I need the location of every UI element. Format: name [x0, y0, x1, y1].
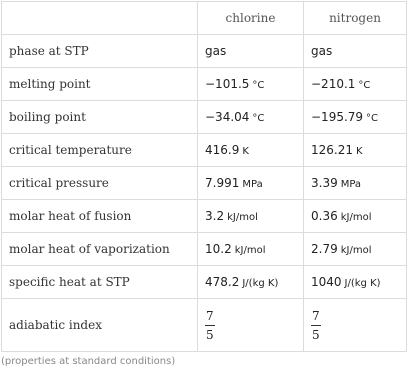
value-unit: °C	[252, 80, 265, 91]
chlorine-value	[198, 233, 304, 266]
table-row	[2, 35, 407, 68]
value-number: 1040	[311, 275, 342, 289]
value-number: 3.2	[205, 209, 225, 223]
nitrogen-value	[304, 35, 407, 68]
chlorine-value	[198, 266, 304, 299]
chlorine-value	[198, 68, 304, 101]
value-number: gas	[205, 44, 227, 58]
property-label: molar heat of fusion	[2, 200, 198, 233]
nitrogen-value	[304, 200, 407, 233]
table-row	[2, 167, 407, 200]
header-row	[2, 2, 407, 35]
value-number: 7.991	[205, 176, 240, 190]
property-label: molar heat of vaporization	[2, 233, 198, 266]
nitrogen-value	[304, 299, 407, 352]
value-number: 2.79	[311, 242, 338, 256]
table-row	[2, 101, 407, 134]
property-label: phase at STP	[2, 35, 198, 68]
fraction-denominator: 5	[312, 327, 320, 342]
property-label: boiling point	[2, 101, 198, 134]
value-unit: °C	[252, 113, 265, 124]
value-number: 10.2	[205, 242, 232, 256]
property-label: adiabatic index	[2, 299, 198, 352]
column-header-nitrogen: nitrogen	[304, 2, 407, 35]
value-number: −195.79	[311, 110, 364, 124]
property-label: melting point	[2, 68, 198, 101]
nitrogen-value	[304, 101, 407, 134]
value-number: 478.2	[205, 275, 240, 289]
value-number: 416.9	[205, 143, 240, 157]
value-number: 3.39	[311, 176, 338, 190]
nitrogen-value	[304, 233, 407, 266]
fraction	[205, 309, 215, 342]
nitrogen-value	[304, 266, 407, 299]
chlorine-value	[198, 200, 304, 233]
property-label: critical pressure	[2, 167, 198, 200]
value-number: 126.21	[311, 143, 353, 157]
property-label: critical temperature	[2, 134, 198, 167]
table-row	[2, 233, 407, 266]
footnote: (properties at standard conditions)	[1, 356, 176, 367]
value-unit: °C	[358, 80, 371, 91]
value-unit: J/(kg K)	[242, 278, 279, 289]
table-row	[2, 200, 407, 233]
value-unit: kJ/mol	[340, 245, 372, 256]
table-row	[2, 266, 407, 299]
nitrogen-value	[304, 134, 407, 167]
header-empty-cell	[2, 2, 198, 35]
value-unit: kJ/mol	[227, 212, 258, 223]
value-unit: kJ/mol	[340, 212, 372, 223]
table-row	[2, 299, 407, 352]
chlorine-value	[198, 167, 304, 200]
value-number: gas	[311, 44, 333, 58]
value-unit: K	[242, 146, 249, 157]
value-number: −101.5	[205, 77, 250, 91]
column-header-chlorine: chlorine	[198, 2, 304, 35]
value-unit: °C	[366, 113, 379, 124]
properties-table	[1, 1, 407, 352]
property-label: specific heat at STP	[2, 266, 198, 299]
chlorine-value	[198, 299, 304, 352]
fraction-denominator: 5	[206, 327, 214, 342]
table-row	[2, 68, 407, 101]
value-unit: MPa	[340, 179, 362, 190]
value-number: −34.04	[205, 110, 250, 124]
fraction-numerator: 7	[311, 309, 321, 326]
chlorine-value	[198, 134, 304, 167]
nitrogen-value	[304, 167, 407, 200]
value-number: 0.36	[311, 209, 338, 223]
value-unit: MPa	[242, 179, 263, 190]
chlorine-value	[198, 101, 304, 134]
value-unit: K	[356, 146, 363, 157]
nitrogen-value	[304, 68, 407, 101]
table-row	[2, 134, 407, 167]
value-unit: J/(kg K)	[344, 278, 381, 289]
value-number: −210.1	[311, 77, 356, 91]
chlorine-value	[198, 35, 304, 68]
value-unit: kJ/mol	[234, 245, 266, 256]
fraction-numerator: 7	[205, 309, 215, 326]
fraction	[311, 309, 321, 342]
